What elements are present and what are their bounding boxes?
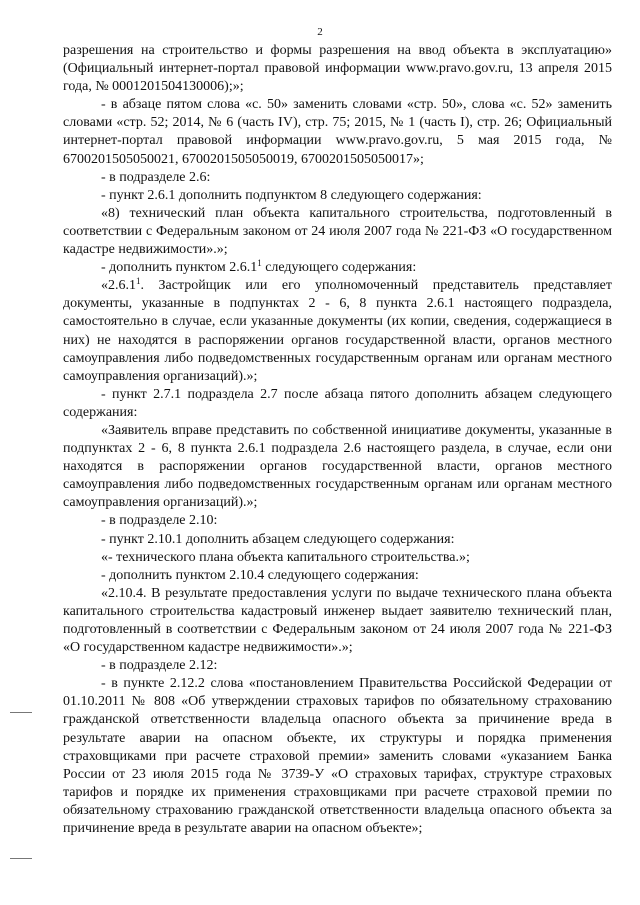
paragraph-7-start: «2.6.1 [101, 278, 136, 294]
paragraph-8: - пункт 2.7.1 подраздела 2.7 после абзаца пятого дополнить абзацем следующего содержания: [63, 386, 612, 420]
paragraph-11: - пункт 2.10.1 дополнить абзацем следующего содержания: [101, 531, 455, 547]
superscript-2: 1 [136, 276, 141, 287]
margin-mark [10, 858, 32, 859]
paragraph-1: разрешения на строительство и формы разрешения на ввод объекта в эксплуатацию» (Официальный интернет-портал правовой информации www.pravo.gov.ru, 13 апреля 2015 года, № 0001201504130006);»; [63, 43, 612, 95]
paragraph-9: «Заявитель вправе представить по собственной инициативе документы, указанные в подпунктах 2 - 6, 8 пункта 2.6.1 подраздела 2.6 настоящего раздела, в случае, если они находятся в распоряжении органов государственной власти, органов местного самоуправления либо подведомственных государственным органам или органам местного самоуправления организаций).»; [63, 422, 612, 511]
paragraph-7-end: . Застройщик или его уполномоченный представитель представляет документы, указанные в подпунктах 2 - 6, 8 пункта 2.6.1 настоящего подраздела, самостоятельно в случае, если указанные документы (их копии, сведения, содержащиеся в них) не находятся в распоряжении органов государственной власти, органов местного самоуправления либо подведомственных государственным органам или органам местного самоуправления организаций).»; [63, 278, 612, 384]
margin-mark [10, 712, 32, 713]
paragraph-3: - в подразделе 2.6: [101, 169, 211, 185]
paragraph-13: - дополнить пунктом 2.10.4 следующего содержания: [101, 567, 419, 583]
paragraph-5: «8) технический план объекта капитального строительства, подготовленный в соответствии с Федеральным законом от 24 июля 2007 года № 221-ФЗ «О государственном кадастре недвижимости».»; [63, 205, 612, 258]
page-number: 2 [317, 26, 323, 38]
paragraph-2: - в абзаце пятом слова «с. 50» заменить словами «стр. 50», слова «с. 52» заменить словами «стр. 52; 2014, № 6 (часть IV), стр. 75; 2015, № 1 (часть I), стр. 26; Официальный интернет-портал правовой информации www.pravo.gov.ru, 5 мая 2015 года, № 6700201505050021, 6700201505050019, 6700201505050017»; [63, 97, 612, 167]
paragraph-14: «2.10.4. В результате предоставления услуги по выдаче технического плана объекта капитального строительства кадастровый инженер выдает заявителю технический план, подготовленный в соответствии с Федеральным законом от 24 июля 2007 года № 221-ФЗ «О государственном кадастре недвижимости».»; [63, 585, 612, 656]
paragraph-15: - в подразделе 2.12: [101, 658, 218, 674]
paragraph-6-start: - дополнить пунктом 2.6.1 [101, 260, 258, 276]
paragraph-16: - в пункте 2.12.2 слова «постановлением Правительства Российской Федерации от 01.10.2011 № 808 «Об утверждении страховых тарифов по обязательному страхованию гражданской ответственности владельца опасного объекта за причинение вреда в результате аварии на опасном объекте, их структуры и порядка применения страховщиками при расчете страховой премии» заменить словами «указанием Банка России от 23 июля 2015 года № 3739-У «О страховых тарифах, структуре страховых тарифов и порядке их применения страховщиками при расчете страховой премии по обязательному страхованию гражданской ответственности владельца опасного объекта за причинение вреда в результате аварии на опасном объекте»; [63, 676, 612, 837]
paragraph-4: - пункт 2.6.1 дополнить подпунктом 8 следующего содержания: [101, 187, 482, 203]
paragraph-12: «- технического плана объекта капитального строительства.»; [101, 549, 470, 565]
document-body [63, 42, 612, 838]
paragraph-10: - в подразделе 2.10: [101, 513, 218, 529]
paragraph-6 [63, 259, 612, 277]
superscript-1: 1 [257, 258, 262, 269]
paragraph-7 [63, 277, 612, 386]
paragraph-6-end: следующего содержания: [261, 260, 417, 276]
